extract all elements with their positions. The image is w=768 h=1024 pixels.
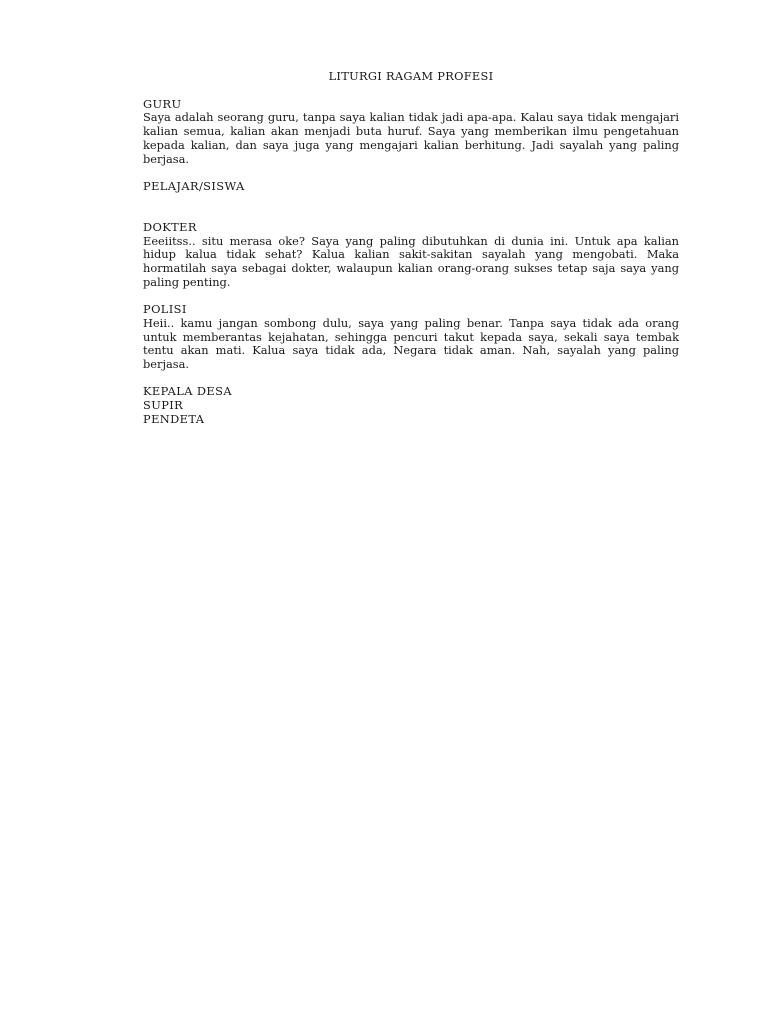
list-item: KEPALA DESA: [143, 384, 232, 399]
section-heading: POLISI: [143, 302, 187, 317]
document-title: LITURGI RAGAM PROFESI: [328, 69, 494, 83]
section-heading: PELAJAR/SISWA: [143, 178, 245, 193]
section-heading: DOKTER: [143, 220, 197, 234]
section-dokter: [143, 221, 679, 290]
list-item: PENDETA: [143, 411, 205, 426]
section-polisi: [143, 303, 679, 372]
section-pelajar-siswa: [143, 180, 679, 194]
section-body: Eeeiitss.. situ merasa oke? Saya yang paling dibutuhkan di dunia ini. Untuk apa kalian hidup kalua tidak sehat? Kalua kalian sakit-sakitan sayalah yang mengobati. Maka hormatilah saya sebagai dokter, walaupun kalian orang-orang sukses tetap saja saya yang paling penting.: [143, 233, 679, 289]
section-heading: GURU: [143, 96, 182, 111]
section-body: Heii.. kamu jangan sombong dulu, saya yang paling benar. Tanpa saya tidak ada orang untuk memberantas kejahatan, sehingga pencuri takut kepada saya, sekali saya tembak tentu akan mati. Kalua saya tidak ada, Negara tidak aman. Nah, sayalah yang paling berjasa.: [143, 315, 679, 372]
section-body: Saya adalah seorang guru, tanpa saya kalian tidak jadi apa-apa. Kalau saya tidak mengajari kalian semua, kalian akan menjadi buta huruf. Saya yang memberikan ilmu pengetahuan kepada kalian, dan saya juga yang mengajari kalian berhitung. Jadi sayalah yang paling berjasa.: [143, 110, 679, 166]
list-item: SUPIR: [143, 398, 184, 413]
section-guru: [143, 98, 679, 167]
remaining-roles-list: [143, 385, 679, 426]
document-content: [143, 70, 679, 440]
